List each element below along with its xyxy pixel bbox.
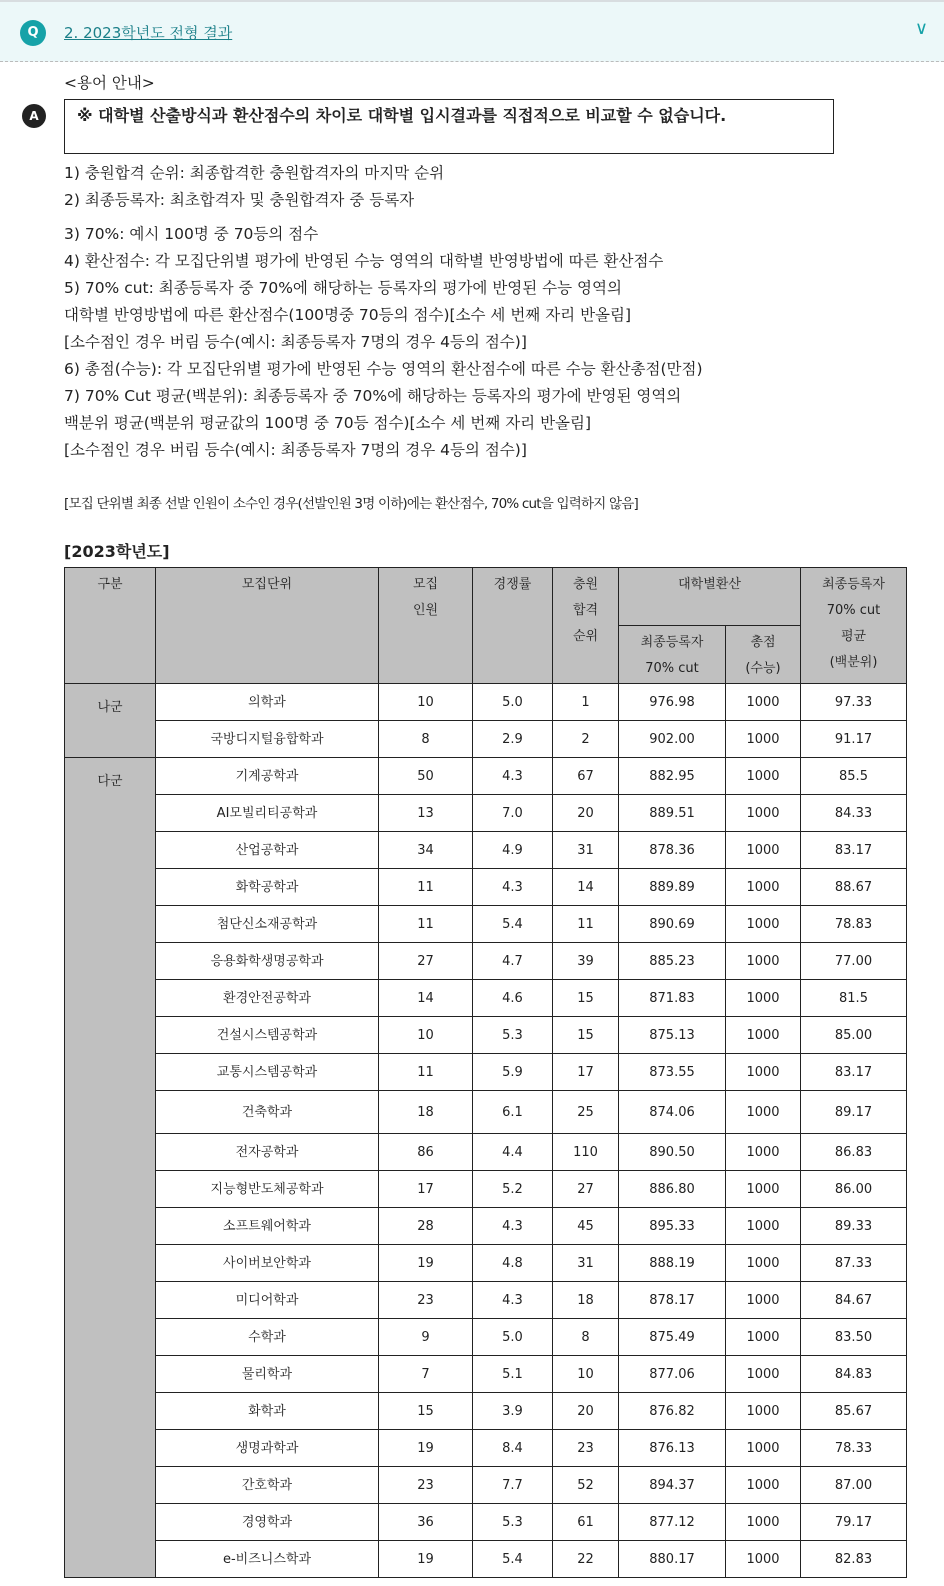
cell-unit: 사이버보안학과 xyxy=(156,1245,379,1282)
question-header[interactable] xyxy=(0,0,944,62)
cell-pct: 86.00 xyxy=(801,1171,907,1208)
table-row xyxy=(65,1282,907,1319)
cell-rate: 5.4 xyxy=(473,906,553,943)
header-group: 구분 xyxy=(65,568,156,684)
cell-conv-total: 1000 xyxy=(726,906,801,943)
table-row xyxy=(65,684,907,721)
cell-quota: 15 xyxy=(379,1393,473,1430)
cell-quota: 10 xyxy=(379,1017,473,1054)
table-row xyxy=(65,980,907,1017)
cell-pct: 88.67 xyxy=(801,869,907,906)
cell-unit: 기계공학과 xyxy=(156,758,379,795)
cell-conv-cut: 885.23 xyxy=(619,943,726,980)
cell-pct: 81.5 xyxy=(801,980,907,1017)
cell-rate: 6.1 xyxy=(473,1091,553,1134)
cell-quota: 18 xyxy=(379,1091,473,1134)
cell-pct: 89.17 xyxy=(801,1091,907,1134)
cell-rate: 5.0 xyxy=(473,684,553,721)
cell-quota: 14 xyxy=(379,980,473,1017)
cell-pct: 85.67 xyxy=(801,1393,907,1430)
cell-conv-cut: 878.36 xyxy=(619,832,726,869)
cell-conv-cut: 876.82 xyxy=(619,1393,726,1430)
intro-label: <용어 안내> xyxy=(64,74,155,92)
cell-pct: 85.5 xyxy=(801,758,907,795)
table-row xyxy=(65,1319,907,1356)
cell-rank: 25 xyxy=(553,1091,619,1134)
table-row xyxy=(65,832,907,869)
cell-unit: 수학과 xyxy=(156,1319,379,1356)
cell-conv-total: 1000 xyxy=(726,943,801,980)
cell-rank: 15 xyxy=(553,1017,619,1054)
cell-conv-cut: 894.37 xyxy=(619,1467,726,1504)
answer-content xyxy=(64,70,914,1578)
table-row xyxy=(65,1467,907,1504)
cell-conv-total: 1000 xyxy=(726,832,801,869)
cell-rate: 5.4 xyxy=(473,1541,553,1578)
cell-rank: 1 xyxy=(553,684,619,721)
cell-pct: 86.83 xyxy=(801,1134,907,1171)
cell-quota: 17 xyxy=(379,1171,473,1208)
cell-unit: 국방디지털융합학과 xyxy=(156,721,379,758)
cell-rank: 45 xyxy=(553,1208,619,1245)
cell-conv-cut: 877.06 xyxy=(619,1356,726,1393)
term-line: 3) 70%: 예시 100명 중 70등의 점수 xyxy=(64,225,319,243)
term-line: 6) 총점(수능): 각 모집단위별 평가에 반영된 수능 영역의 환산점수에 따른 수능 환산총점(만점) xyxy=(64,360,703,378)
cell-conv-total: 1000 xyxy=(726,1504,801,1541)
cell-conv-cut: 888.19 xyxy=(619,1245,726,1282)
cell-quota: 13 xyxy=(379,795,473,832)
header-conv-total: 총점 (수능) xyxy=(726,626,801,684)
cell-conv-total: 1000 xyxy=(726,1356,801,1393)
term-line: [소수점인 경우 버림 등수(예시: 최종등록자 7명의 경우 4등의 점수)] xyxy=(64,333,527,351)
cell-quota: 36 xyxy=(379,1504,473,1541)
header-rank: 충원 합격 순위 xyxy=(553,568,619,684)
cell-rank: 15 xyxy=(553,980,619,1017)
a-badge: A xyxy=(22,104,46,128)
cell-conv-total: 1000 xyxy=(726,1467,801,1504)
cell-rate: 5.1 xyxy=(473,1356,553,1393)
cell-quota: 7 xyxy=(379,1356,473,1393)
cell-rate: 3.9 xyxy=(473,1393,553,1430)
cell-conv-cut: 886.80 xyxy=(619,1171,726,1208)
cell-pct: 83.50 xyxy=(801,1319,907,1356)
cell-rank: 67 xyxy=(553,758,619,795)
cell-conv-cut: 882.95 xyxy=(619,758,726,795)
cell-rank: 52 xyxy=(553,1467,619,1504)
cell-pct: 87.00 xyxy=(801,1467,907,1504)
table-row xyxy=(65,1430,907,1467)
cell-conv-cut: 876.13 xyxy=(619,1430,726,1467)
cell-rate: 4.4 xyxy=(473,1134,553,1171)
cell-quota: 28 xyxy=(379,1208,473,1245)
cell-quota: 27 xyxy=(379,943,473,980)
cell-conv-total: 1000 xyxy=(726,1017,801,1054)
cell-conv-cut: 890.69 xyxy=(619,906,726,943)
term-line: 5) 70% cut: 최종등록자 중 70%에 해당하는 등록자의 평가에 반영된 수능 영역의 xyxy=(64,279,622,297)
cell-unit: 전자공학과 xyxy=(156,1134,379,1171)
cell-quota: 8 xyxy=(379,721,473,758)
footnote: [모집 단위별 최종 선발 인원이 소수인 경우(선발인원 3명 이하)에는 환산점수, 70% cut을 입력하지 않음] xyxy=(64,496,638,512)
term-line: 대학별 반영방법에 따른 환산점수(100명중 70등의 점수)[소수 세 번째 자리 반올림] xyxy=(64,306,632,324)
table-row xyxy=(65,1017,907,1054)
table-row xyxy=(65,1245,907,1282)
cell-conv-cut: 902.00 xyxy=(619,721,726,758)
header-quota: 모집 인원 xyxy=(379,568,473,684)
year-title: [2023학년도] xyxy=(64,542,170,561)
term-line: 7) 70% Cut 평균(백분위): 최종등록자 중 70%에 해당하는 등록자의 평가에 반영된 영역의 xyxy=(64,387,682,405)
cell-conv-total: 1000 xyxy=(726,869,801,906)
q-badge: Q xyxy=(20,20,46,46)
cell-conv-cut: 871.83 xyxy=(619,980,726,1017)
cell-rank: 61 xyxy=(553,1504,619,1541)
cell-unit: 간호학과 xyxy=(156,1467,379,1504)
cell-unit: 지능형반도체공학과 xyxy=(156,1171,379,1208)
cell-rate: 4.3 xyxy=(473,1208,553,1245)
table-row xyxy=(65,943,907,980)
cell-conv-total: 1000 xyxy=(726,1282,801,1319)
cell-conv-cut: 880.17 xyxy=(619,1541,726,1578)
cell-conv-total: 1000 xyxy=(726,1091,801,1134)
cell-conv-cut: 875.13 xyxy=(619,1017,726,1054)
cell-unit: 미디어학과 xyxy=(156,1282,379,1319)
table-row xyxy=(65,1054,907,1091)
cell-pct: 82.83 xyxy=(801,1541,907,1578)
group-cell: 나군 xyxy=(65,684,156,758)
cell-rank: 14 xyxy=(553,869,619,906)
header-conv-cut: 최종등록자 70% cut xyxy=(619,626,726,684)
table-row xyxy=(65,1393,907,1430)
cell-conv-total: 1000 xyxy=(726,684,801,721)
header-conv: 대학별환산 xyxy=(619,568,801,626)
cell-conv-cut: 878.17 xyxy=(619,1282,726,1319)
cell-quota: 11 xyxy=(379,1054,473,1091)
cell-pct: 77.00 xyxy=(801,943,907,980)
table-row xyxy=(65,758,907,795)
cell-rate: 7.0 xyxy=(473,795,553,832)
cell-conv-cut: 976.98 xyxy=(619,684,726,721)
cell-rank: 20 xyxy=(553,795,619,832)
header-pct: 최종등록자 70% cut 평균 (백분위) xyxy=(801,568,907,684)
table-row xyxy=(65,1208,907,1245)
cell-rank: 110 xyxy=(553,1134,619,1171)
cell-conv-cut: 877.12 xyxy=(619,1504,726,1541)
cell-conv-cut: 895.33 xyxy=(619,1208,726,1245)
table-row xyxy=(65,795,907,832)
cell-rate: 5.2 xyxy=(473,1171,553,1208)
cell-pct: 83.17 xyxy=(801,832,907,869)
cell-unit: 응용화학생명공학과 xyxy=(156,943,379,980)
cell-quota: 19 xyxy=(379,1245,473,1282)
cell-rank: 18 xyxy=(553,1282,619,1319)
cell-rate: 4.7 xyxy=(473,943,553,980)
table-row xyxy=(65,1171,907,1208)
cell-quota: 9 xyxy=(379,1319,473,1356)
cell-conv-total: 1000 xyxy=(726,1541,801,1578)
cell-unit: 의학과 xyxy=(156,684,379,721)
cell-quota: 34 xyxy=(379,832,473,869)
table-row xyxy=(65,1134,907,1171)
cell-pct: 97.33 xyxy=(801,684,907,721)
cell-rate: 4.3 xyxy=(473,758,553,795)
cell-quota: 23 xyxy=(379,1467,473,1504)
cell-rank: 27 xyxy=(553,1171,619,1208)
cell-conv-total: 1000 xyxy=(726,1134,801,1171)
cell-pct: 84.33 xyxy=(801,795,907,832)
cell-unit: 교통시스템공학과 xyxy=(156,1054,379,1091)
cell-conv-total: 1000 xyxy=(726,1245,801,1282)
term-line: 1) 충원합격 순위: 최종합격한 충원합격자의 마지막 순위 xyxy=(64,164,445,182)
cell-quota: 50 xyxy=(379,758,473,795)
chevron-down-icon[interactable]: ∨ xyxy=(914,18,928,39)
cell-pct: 87.33 xyxy=(801,1245,907,1282)
cell-conv-cut: 889.51 xyxy=(619,795,726,832)
cell-rank: 31 xyxy=(553,832,619,869)
table-row xyxy=(65,1356,907,1393)
cell-rate: 4.9 xyxy=(473,832,553,869)
cell-unit: 산업공학과 xyxy=(156,832,379,869)
cell-rate: 4.8 xyxy=(473,1245,553,1282)
question-title-link[interactable]: 2. 2023학년도 전형 결과 xyxy=(64,24,233,42)
header-unit: 모집단위 xyxy=(156,568,379,684)
cell-rate: 5.9 xyxy=(473,1054,553,1091)
cell-rank: 22 xyxy=(553,1541,619,1578)
cell-pct: 78.83 xyxy=(801,906,907,943)
cell-pct: 84.67 xyxy=(801,1282,907,1319)
cell-quota: 11 xyxy=(379,906,473,943)
cell-rank: 31 xyxy=(553,1245,619,1282)
cell-quota: 19 xyxy=(379,1430,473,1467)
table-row xyxy=(65,869,907,906)
cell-pct: 78.33 xyxy=(801,1430,907,1467)
cell-unit: 첨단신소재공학과 xyxy=(156,906,379,943)
cell-pct: 89.33 xyxy=(801,1208,907,1245)
table-row xyxy=(65,1091,907,1134)
cell-conv-total: 1000 xyxy=(726,795,801,832)
cell-unit: e-비즈니스학과 xyxy=(156,1541,379,1578)
cell-rate: 4.3 xyxy=(473,1282,553,1319)
cell-rank: 20 xyxy=(553,1393,619,1430)
cell-unit: 경영학과 xyxy=(156,1504,379,1541)
table-row xyxy=(65,721,907,758)
cell-pct: 85.00 xyxy=(801,1017,907,1054)
cell-conv-total: 1000 xyxy=(726,1430,801,1467)
notice-box: ※ 대학별 산출방식과 환산점수의 차이로 대학별 입시결과를 직접적으로 비교할 수 없습니다. xyxy=(64,99,834,154)
cell-rate: 8.4 xyxy=(473,1430,553,1467)
cell-rank: 23 xyxy=(553,1430,619,1467)
cell-conv-cut: 890.50 xyxy=(619,1134,726,1171)
cell-pct: 83.17 xyxy=(801,1054,907,1091)
cell-conv-total: 1000 xyxy=(726,758,801,795)
cell-quota: 19 xyxy=(379,1541,473,1578)
term-line: 백분위 평균(백분위 평균값의 100명 중 70등 점수)[소수 세 번째 자리 반올림] xyxy=(64,414,592,432)
table-row xyxy=(65,1541,907,1578)
group-cell: 다군 xyxy=(65,758,156,1578)
cell-unit: 소프트웨어학과 xyxy=(156,1208,379,1245)
cell-conv-total: 1000 xyxy=(726,1171,801,1208)
cell-pct: 84.83 xyxy=(801,1356,907,1393)
cell-conv-total: 1000 xyxy=(726,721,801,758)
cell-unit: 생명과학과 xyxy=(156,1430,379,1467)
cell-conv-cut: 875.49 xyxy=(619,1319,726,1356)
cell-rate: 7.7 xyxy=(473,1467,553,1504)
cell-rate: 5.3 xyxy=(473,1017,553,1054)
cell-rank: 11 xyxy=(553,906,619,943)
cell-unit: 화학과 xyxy=(156,1393,379,1430)
cell-unit: 건축학과 xyxy=(156,1091,379,1134)
cell-conv-total: 1000 xyxy=(726,1393,801,1430)
cell-pct: 79.17 xyxy=(801,1504,907,1541)
cell-rate: 5.3 xyxy=(473,1504,553,1541)
cell-conv-total: 1000 xyxy=(726,1319,801,1356)
cell-rank: 17 xyxy=(553,1054,619,1091)
term-line: 2) 최종등록자: 최초합격자 및 충원합격자 중 등록자 xyxy=(64,191,415,209)
cell-pct: 91.17 xyxy=(801,721,907,758)
cell-conv-cut: 874.06 xyxy=(619,1091,726,1134)
cell-unit: 환경안전공학과 xyxy=(156,980,379,1017)
cell-quota: 10 xyxy=(379,684,473,721)
cell-rate: 4.6 xyxy=(473,980,553,1017)
cell-unit: AI모빌리티공학과 xyxy=(156,795,379,832)
cell-rank: 8 xyxy=(553,1319,619,1356)
cell-conv-total: 1000 xyxy=(726,1054,801,1091)
cell-conv-total: 1000 xyxy=(726,980,801,1017)
term-line: [소수점인 경우 버림 등수(예시: 최종등록자 7명의 경우 4등의 점수)] xyxy=(64,441,527,459)
cell-quota: 11 xyxy=(379,869,473,906)
cell-quota: 23 xyxy=(379,1282,473,1319)
cell-quota: 86 xyxy=(379,1134,473,1171)
cell-unit: 건설시스템공학과 xyxy=(156,1017,379,1054)
term-line: 4) 환산점수: 각 모집단위별 평가에 반영된 수능 영역의 대학별 반영방법에 따른 환산점수 xyxy=(64,252,664,270)
cell-conv-cut: 873.55 xyxy=(619,1054,726,1091)
table-row xyxy=(65,906,907,943)
cell-unit: 화학공학과 xyxy=(156,869,379,906)
cell-rate: 5.0 xyxy=(473,1319,553,1356)
cell-rate: 2.9 xyxy=(473,721,553,758)
table-row xyxy=(65,1504,907,1541)
cell-conv-total: 1000 xyxy=(726,1208,801,1245)
cell-rate: 4.3 xyxy=(473,869,553,906)
cell-unit: 물리학과 xyxy=(156,1356,379,1393)
cell-rank: 39 xyxy=(553,943,619,980)
results-table xyxy=(64,567,907,1578)
cell-rank: 2 xyxy=(553,721,619,758)
cell-conv-cut: 889.89 xyxy=(619,869,726,906)
cell-rank: 10 xyxy=(553,1356,619,1393)
header-rate: 경쟁률 xyxy=(473,568,553,684)
